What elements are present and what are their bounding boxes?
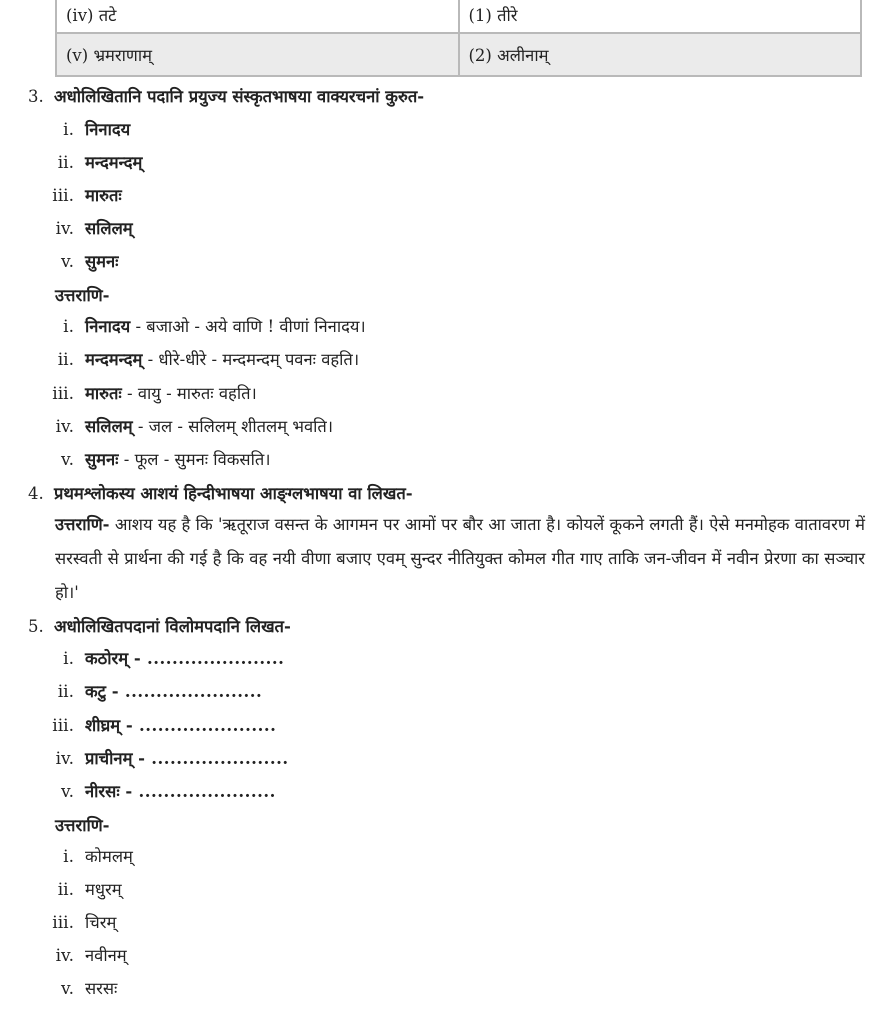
item-word: मारुतः: [85, 186, 122, 205]
answer-item: [40, 943, 127, 969]
question-text: प्रथमश्लोकस्य आशयं हिन्दीभाषया आङ्ग्लभाषया वा लिखत-: [54, 484, 413, 503]
blank-line: ......................: [132, 716, 277, 735]
list-item: [40, 779, 276, 805]
question-text: अधोलिखितपदानां विलोमपदानि लिखत-: [54, 617, 291, 636]
blank-line: ......................: [145, 749, 289, 768]
answer-item: [40, 347, 359, 373]
answer-item: [40, 314, 366, 340]
item-word: मारुतः: [85, 384, 122, 403]
list-item: [40, 216, 133, 242]
item-answer: नवीनम्: [85, 946, 127, 965]
item-word: कटु -: [85, 682, 119, 701]
item-number: ii.: [57, 350, 74, 370]
answer-item: [40, 976, 117, 1002]
list-item: [40, 679, 262, 705]
item-number: iii.: [52, 716, 74, 736]
list-item: [40, 117, 130, 143]
answer-label: उत्तराणि-: [55, 515, 110, 534]
item-number: i.: [63, 649, 74, 669]
list-item: [40, 249, 119, 275]
list-item: [40, 713, 276, 739]
item-word: सुमनः: [85, 252, 119, 271]
item-number: iv.: [55, 417, 74, 437]
table-row: [56, 33, 861, 76]
item-number: i.: [63, 317, 74, 337]
item-answer: - फूल - सुमनः विकसति।: [118, 450, 271, 469]
item-word: प्राचीनम् -: [85, 749, 146, 768]
item-number: iv.: [55, 219, 74, 239]
list-item: [40, 646, 284, 672]
item-number: v.: [61, 450, 74, 470]
answer-paragraph: [55, 508, 865, 610]
item-number: i.: [63, 120, 74, 140]
item-answer: - बजाओ - अये वाणि ! वीणां निनादय।: [130, 317, 366, 336]
answer-item: [40, 910, 116, 936]
item-number: iv.: [55, 749, 74, 769]
list-item: [40, 150, 142, 176]
item-number: ii.: [57, 153, 74, 173]
item-word: सलिलम्: [85, 219, 133, 238]
answer-label: उत्तराणि-: [55, 816, 110, 835]
item-word: निनादय: [85, 317, 131, 336]
match-table: [55, 0, 862, 77]
item-word: मन्दमन्दम्: [85, 350, 143, 369]
item-word: मन्दमन्दम्: [85, 153, 143, 172]
item-number: iii.: [52, 913, 74, 933]
answer-item: [40, 844, 133, 870]
question-3-heading: [28, 84, 424, 107]
table-cell-right: (2) अलीनाम्: [459, 33, 862, 76]
item-number: i.: [63, 847, 74, 867]
answer-item: [40, 877, 122, 903]
item-number: iii.: [52, 384, 74, 404]
blank-line: ......................: [132, 782, 276, 801]
item-answer: मधुरम्: [85, 880, 122, 899]
item-word: शीघ्रम् -: [85, 716, 133, 735]
table-row: [56, 0, 861, 33]
item-number: v.: [61, 782, 74, 802]
item-number: v.: [61, 252, 74, 272]
item-word: नीरसः -: [85, 782, 133, 801]
item-answer: - जल - सलिलम् शीतलम् भवति।: [132, 417, 334, 436]
question-5-heading: [28, 614, 291, 637]
list-item: [40, 746, 289, 772]
item-answer: - धीरे-धीरे - मन्दमन्दम् पवनः वहति।: [142, 350, 360, 369]
item-number: ii.: [57, 682, 74, 702]
table-cell-left: (v) भ्रमराणाम्: [56, 33, 459, 76]
blank-line: ......................: [140, 649, 285, 668]
list-item: [40, 183, 122, 209]
item-word: कठोरम् -: [85, 649, 141, 668]
question-4-heading: [28, 481, 413, 504]
item-word: सुमनः: [85, 450, 119, 469]
answer-item: [40, 447, 271, 473]
question-number: 4.: [28, 484, 44, 503]
item-answer: - वायु - मारुतः वहति।: [121, 384, 257, 403]
answer-item: [40, 414, 333, 440]
item-number: ii.: [57, 880, 74, 900]
item-number: iii.: [52, 186, 74, 206]
question-text: अधोलिखितानि पदानि प्रयुज्य संस्कृतभाषया वाक्यरचनां कुरुत-: [54, 87, 425, 106]
question-number: 5.: [28, 617, 44, 636]
answer-label: उत्तराणि-: [55, 286, 110, 305]
item-answer: चिरम्: [85, 913, 117, 932]
item-number: v.: [61, 979, 74, 999]
answer-text: आशय यह है कि 'ऋतूराज वसन्त के आगमन पर आमों पर बौर आ जाता है। कोयलें कूकने लगती हैं। ऐसे मनमोहक वातावरण में सरस्वती से प्रार्थना की गई है कि वह नयी वीणा बजाए एवम् सुन्दर नीतियुक्त कोमल गीत गाए ताकि जन-जीवन में नवीन प्रेरणा का सञ्चार हो।': [55, 515, 866, 602]
item-word: सलिलम्: [85, 417, 133, 436]
question-number: 3.: [28, 87, 44, 106]
table-cell-right: (1) तीरे: [459, 0, 862, 33]
answer-item: [40, 381, 257, 407]
item-answer: कोमलम्: [85, 847, 133, 866]
table-cell-left: (iv) तटे: [56, 0, 459, 33]
blank-line: ......................: [118, 682, 263, 701]
item-word: निनादय: [85, 120, 131, 139]
item-answer: सरसः: [85, 979, 118, 998]
item-number: iv.: [55, 946, 74, 966]
